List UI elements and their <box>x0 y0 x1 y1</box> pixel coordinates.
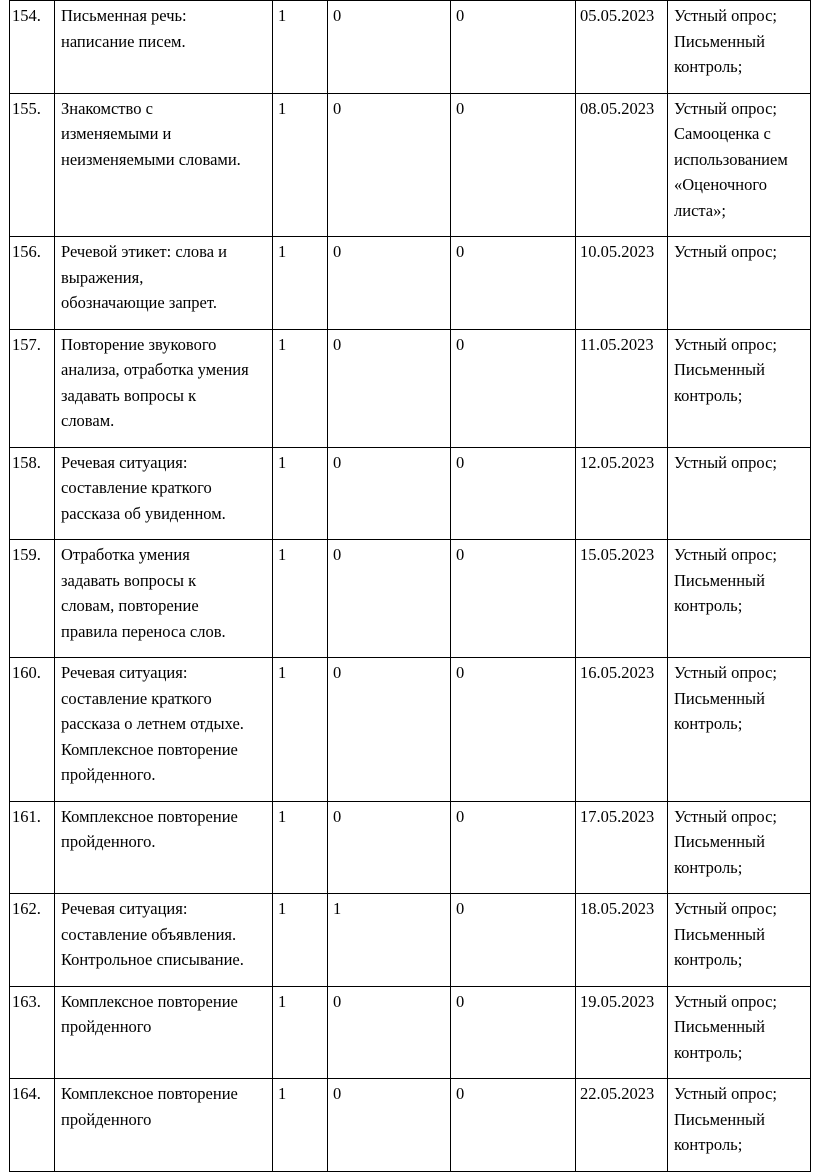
assessment-form-cell-line: Письменный <box>674 1017 765 1036</box>
assessment-form-cell-line: контроль; <box>674 950 743 969</box>
assessment-form-cell-line: контроль; <box>674 714 743 733</box>
control-works-cell: 0 <box>328 1079 451 1172</box>
assessment-form-cell-line: Устный опрос; <box>674 98 778 118</box>
total-hours-cell: 1 <box>273 986 328 1079</box>
control-works-cell: 0 <box>328 93 451 237</box>
lesson-number-cell: 163. <box>10 986 55 1079</box>
total-hours-cell: 1 <box>273 894 328 987</box>
assessment-form-cell-line: Устный опрос; <box>674 242 778 261</box>
lesson-topic-cell-line: Повторение звукового <box>61 334 217 354</box>
lesson-topic-cell-line: пройденного. <box>61 765 156 784</box>
assessment-form-cell <box>668 801 811 894</box>
lesson-topic-cell-line: составление объявления. <box>61 924 237 944</box>
total-hours-cell: 1 <box>273 329 328 447</box>
practical-works-cell: 0 <box>451 1 576 94</box>
lesson-topic-cell-line: Комплексное повторение <box>61 1084 238 1103</box>
table-row <box>10 986 811 1079</box>
lesson-number-cell: 161. <box>10 801 55 894</box>
assessment-form-cell-line: Устный опрос; <box>674 663 778 682</box>
lesson-topic-cell-line: Контрольное списывание. <box>61 950 244 969</box>
control-works-cell: 0 <box>328 801 451 894</box>
lesson-topic-cell-line: Речевая ситуация: <box>61 452 188 472</box>
control-works-cell: 0 <box>328 447 451 540</box>
practical-works-cell: 0 <box>451 329 576 447</box>
control-works-cell: 0 <box>328 329 451 447</box>
lesson-date-cell: 18.05.2023 <box>576 894 668 987</box>
assessment-form-cell-line: контроль; <box>674 857 743 877</box>
lesson-date-cell: 08.05.2023 <box>576 93 668 237</box>
lesson-topic-cell-line: Комплексное повторение <box>61 806 238 826</box>
lesson-topic-cell-line: словам, повторение <box>61 596 199 615</box>
assessment-form-cell-line: контроль; <box>674 596 743 615</box>
lesson-topic-cell-line: Речевая ситуация: <box>61 899 188 918</box>
table-row <box>10 1079 811 1172</box>
lesson-number-cell: 156. <box>10 237 55 330</box>
lesson-topic-cell-line: выражения, <box>61 267 144 287</box>
assessment-form-cell-line: Самооценка с <box>674 124 771 143</box>
assessment-form-cell-line: листа»; <box>674 200 726 220</box>
lesson-topic-cell-line: Отработка умения <box>61 545 190 564</box>
total-hours-cell: 1 <box>273 801 328 894</box>
assessment-form-cell <box>668 658 811 802</box>
lesson-topic-cell <box>55 1 273 94</box>
table-row <box>10 1 811 94</box>
lesson-date-cell: 19.05.2023 <box>576 986 668 1079</box>
total-hours-cell: 1 <box>273 540 328 658</box>
control-works-cell: 0 <box>328 237 451 330</box>
assessment-form-cell-line: Письменный <box>674 924 765 944</box>
lesson-topic-cell <box>55 93 273 237</box>
lesson-date-cell: 10.05.2023 <box>576 237 668 330</box>
practical-works-cell: 0 <box>451 801 576 894</box>
table-row <box>10 801 811 894</box>
assessment-form-cell-line: Письменный <box>674 688 765 708</box>
assessment-form-cell-line: Устный опрос; <box>674 806 778 826</box>
assessment-form-cell-line: Устный опрос; <box>674 545 778 564</box>
lesson-topic-cell-line: задавать вопросы к <box>61 385 197 405</box>
table-row <box>10 329 811 447</box>
lesson-topic-cell-line: рассказа об увиденном. <box>61 503 226 523</box>
lesson-number-cell: 160. <box>10 658 55 802</box>
assessment-form-cell <box>668 986 811 1079</box>
control-works-cell: 0 <box>328 1 451 94</box>
assessment-form-cell-line: использованием <box>674 149 788 169</box>
assessment-form-cell-line: Письменный <box>674 360 765 379</box>
lesson-topic-cell-line: пройденного <box>61 1109 152 1129</box>
table-row <box>10 658 811 802</box>
control-works-cell: 0 <box>328 540 451 658</box>
lesson-number-cell: 154. <box>10 1 55 94</box>
lesson-topic-cell-line: задавать вопросы к <box>61 570 197 590</box>
lesson-date-cell: 22.05.2023 <box>576 1079 668 1172</box>
lesson-topic-cell-line: Речевой этикет: слова и <box>61 242 228 261</box>
lesson-topic-cell-line: Знакомство с <box>61 98 153 118</box>
assessment-form-cell-line: Письменный <box>674 31 765 51</box>
lesson-topic-cell <box>55 447 273 540</box>
control-works-cell: 0 <box>328 658 451 802</box>
practical-works-cell: 0 <box>451 658 576 802</box>
lesson-number-cell: 155. <box>10 93 55 237</box>
assessment-form-cell <box>668 1 811 94</box>
control-works-cell: 0 <box>328 986 451 1079</box>
total-hours-cell: 1 <box>273 447 328 540</box>
lesson-date-cell: 05.05.2023 <box>576 1 668 94</box>
assessment-form-cell-line: Устный опрос; <box>674 991 778 1011</box>
lesson-topic-cell-line: рассказа о летнем отдыхе. <box>61 714 244 733</box>
assessment-form-cell-line: контроль; <box>674 1042 743 1062</box>
assessment-form-cell <box>668 237 811 330</box>
assessment-form-cell-line: Устный опрос; <box>674 334 778 354</box>
lesson-topic-cell-line: Письменная речь: <box>61 6 187 25</box>
lesson-topic-cell <box>55 894 273 987</box>
assessment-form-cell-line: Устный опрос; <box>674 1084 778 1103</box>
lesson-date-cell: 15.05.2023 <box>576 540 668 658</box>
lesson-topic-cell-line: словам. <box>61 411 115 430</box>
assessment-form-cell-line: контроль; <box>674 1135 743 1154</box>
table-row <box>10 894 811 987</box>
assessment-form-cell-line: Письменный <box>674 1109 765 1129</box>
total-hours-cell: 1 <box>273 1 328 94</box>
practical-works-cell: 0 <box>451 1079 576 1172</box>
lesson-number-cell: 158. <box>10 447 55 540</box>
table-body <box>10 1 811 1172</box>
assessment-form-cell-line: Письменный <box>674 570 765 590</box>
lesson-topic-cell-line: правила переноса слов. <box>61 621 226 641</box>
table-row <box>10 540 811 658</box>
lesson-topic-cell-line: изменяемыми и <box>61 124 172 143</box>
lesson-topic-cell <box>55 658 273 802</box>
lesson-date-cell: 17.05.2023 <box>576 801 668 894</box>
lesson-topic-cell <box>55 540 273 658</box>
lesson-topic-cell-line: Речевая ситуация: <box>61 663 188 682</box>
lesson-topic-cell <box>55 237 273 330</box>
assessment-form-cell <box>668 540 811 658</box>
lesson-topic-cell-line: пройденного <box>61 1017 152 1036</box>
table-row <box>10 237 811 330</box>
practical-works-cell: 0 <box>451 540 576 658</box>
lesson-date-cell: 12.05.2023 <box>576 447 668 540</box>
assessment-form-cell <box>668 329 811 447</box>
lesson-topic-cell <box>55 329 273 447</box>
total-hours-cell: 1 <box>273 237 328 330</box>
practical-works-cell: 0 <box>451 894 576 987</box>
lesson-number-cell: 157. <box>10 329 55 447</box>
assessment-form-cell <box>668 93 811 237</box>
practical-works-cell: 0 <box>451 986 576 1079</box>
practical-works-cell: 0 <box>451 237 576 330</box>
practical-works-cell: 0 <box>451 447 576 540</box>
total-hours-cell: 1 <box>273 1079 328 1172</box>
total-hours-cell: 1 <box>273 93 328 237</box>
assessment-form-cell-line: контроль; <box>674 57 743 76</box>
lesson-date-cell: 11.05.2023 <box>576 329 668 447</box>
total-hours-cell: 1 <box>273 658 328 802</box>
lesson-topic-cell-line: написание писем. <box>61 31 186 51</box>
lesson-topic-cell <box>55 1079 273 1172</box>
assessment-form-cell <box>668 447 811 540</box>
lesson-number-cell: 159. <box>10 540 55 658</box>
lesson-topic-cell-line: Комплексное повторение <box>61 991 238 1011</box>
assessment-form-cell-line: Устный опрос; <box>674 452 778 472</box>
lesson-topic-cell-line: составление краткого <box>61 478 212 497</box>
assessment-form-cell-line: Устный опрос; <box>674 6 778 25</box>
lesson-topic-cell-line: Комплексное повторение <box>61 739 238 759</box>
lesson-topic-cell-line: составление краткого <box>61 688 212 708</box>
assessment-form-cell-line: Устный опрос; <box>674 899 778 918</box>
lesson-topic-cell <box>55 801 273 894</box>
lesson-topic-cell-line: пройденного. <box>61 832 156 851</box>
lesson-number-cell: 162. <box>10 894 55 987</box>
lesson-topic-cell-line: анализа, отработка умения <box>61 360 249 379</box>
lesson-topic-cell-line: неизменяемыми словами. <box>61 149 241 169</box>
control-works-cell: 1 <box>328 894 451 987</box>
lesson-topic-cell-line: обозначающие запрет. <box>61 293 217 312</box>
lesson-date-cell: 16.05.2023 <box>576 658 668 802</box>
table-row <box>10 93 811 237</box>
practical-works-cell: 0 <box>451 93 576 237</box>
assessment-form-cell-line: «Оценочного <box>674 175 767 194</box>
assessment-form-cell-line: контроль; <box>674 385 743 405</box>
assessment-form-cell <box>668 1079 811 1172</box>
lesson-topic-cell <box>55 986 273 1079</box>
document-page <box>9 0 810 1172</box>
lesson-plan-table <box>9 0 811 1172</box>
lesson-number-cell: 164. <box>10 1079 55 1172</box>
table-row <box>10 447 811 540</box>
assessment-form-cell-line: Письменный <box>674 832 765 851</box>
assessment-form-cell <box>668 894 811 987</box>
